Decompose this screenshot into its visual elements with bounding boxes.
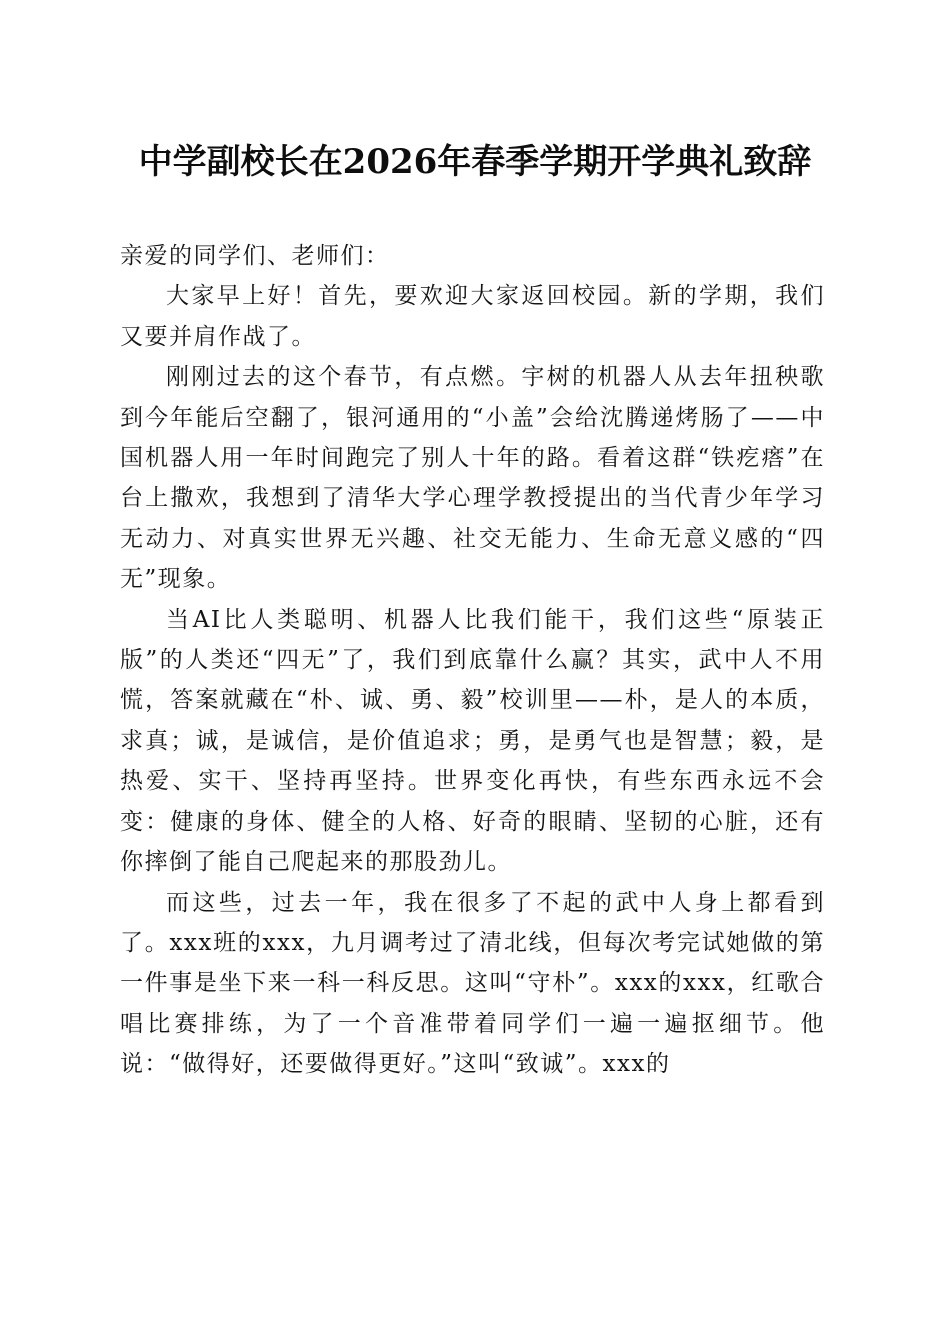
document-title: 中学副校长在2026年春季学期开学典礼致辞 <box>138 142 812 182</box>
document-body <box>120 236 825 1085</box>
salutation: 亲爱的同学们、老师们： <box>120 243 390 269</box>
paragraph-2: 刚刚过去的这个春节，有点燃。宇树的机器人从去年扭秧歌到今年能后空翻了，银河通用的“小盖”会给沈腾递烤肠了——中国机器人用一年时间跑完了别人十年的路。看着这群“铁疙瘩”在台上撒欢，我想到了清华大学心理学教授提出的当代青少年学习无动力、对真实世界无兴趣、社交无能力、生命无意义感的“四无”现象。 <box>120 364 825 593</box>
paragraph-3: 当AI比人类聪明、机器人比我们能干，我们这些“原装正版”的人类还“四无”了，我们到底靠什么赢？其实，武中人不用慌，答案就藏在“朴、诚、勇、毅”校训里——朴，是人的本质，求真；诚，是诚信，是价值追求；勇，是勇气也是智慧；毅，是热爱、实干、坚持再坚持。世界变化再快，有些东西永远不会变：健康的身体、健全的人格、好奇的眼睛、坚韧的心脏，还有你摔倒了能自己爬起来的那股劲儿。 <box>120 606 825 876</box>
paragraph-4: 而这些，过去一年，我在很多了不起的武中人身上都看到了。xxx班的xxx，九月调考过了清北线，但每次考完试她做的第一件事是坐下来一科一科反思。这叫“守朴”。xxx的xxx，红歌合唱比赛排练，为了一个音准带着同学们一遍一遍抠细节。他说：“做得好，还要做得更好。”这叫“致诚”。xxx的 <box>120 889 825 1078</box>
paragraph-1: 大家早上好！首先，要欢迎大家返回校园。新的学期，我们又要并肩作战了。 <box>120 283 825 350</box>
